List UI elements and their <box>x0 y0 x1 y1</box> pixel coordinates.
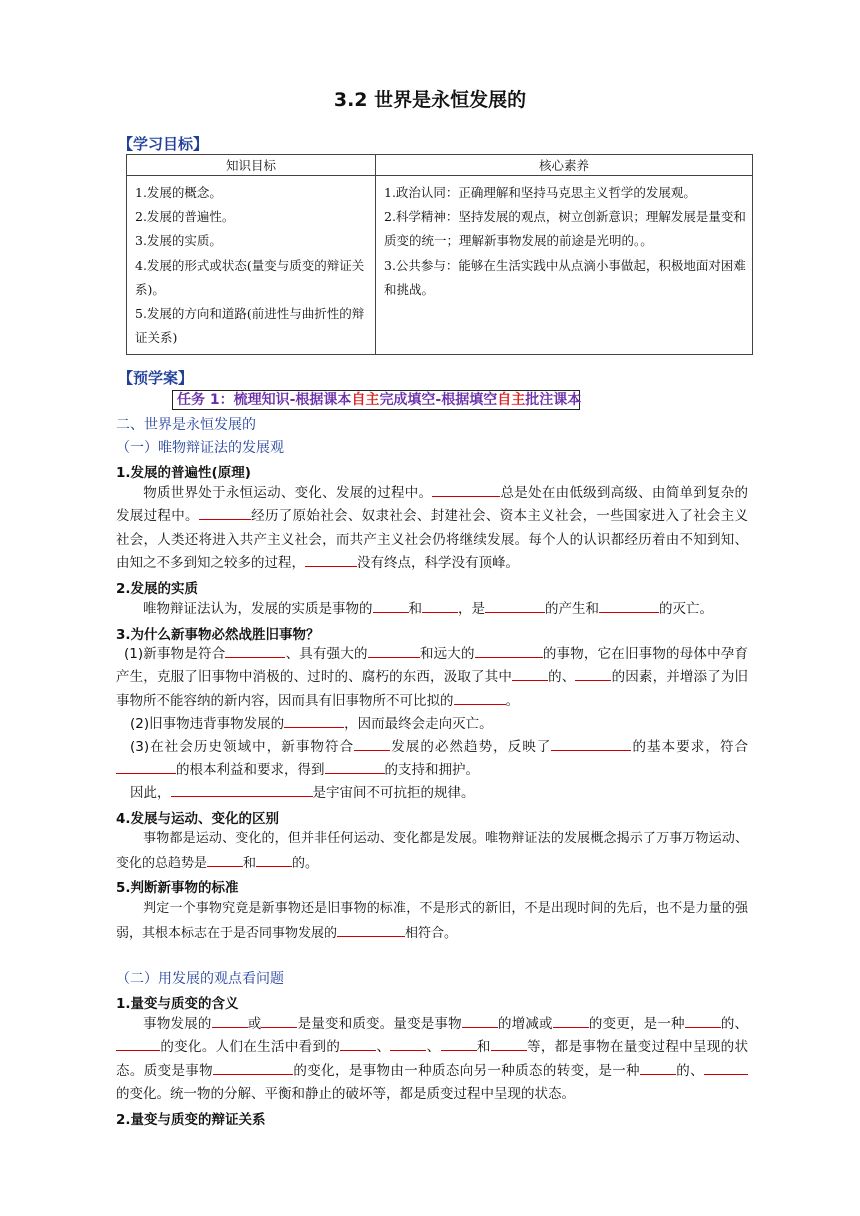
paragraph-text: (2)旧事物违背事物发展的 <box>130 716 285 732</box>
section-heading: 二、世界是永恒发展的 <box>116 417 256 433</box>
paragraph-text: 或 <box>247 1016 262 1032</box>
blank <box>441 1036 477 1051</box>
paragraph-text: 事物发展的 <box>143 1016 212 1032</box>
paragraph <box>116 782 748 805</box>
paragraph-text: 的产生和 <box>545 601 599 617</box>
paragraph-text: 和远大的 <box>419 646 475 662</box>
paragraph-text: 相符合。 <box>405 926 458 941</box>
blank <box>685 1013 721 1028</box>
blank <box>212 1013 248 1028</box>
subsection-heading: （一）唯物辩证法的发展观 <box>116 440 284 456</box>
blank <box>485 598 545 613</box>
paragraph-text: 是量变和质变。量变是事物 <box>297 1016 462 1032</box>
paragraph-text: 和 <box>243 856 257 871</box>
goals-table <box>126 154 753 355</box>
paragraph-text: 的事物，它在旧事物的母体中孕育产生，克服了旧事物中消极的、过时的、腐朽的东西，汲取了其中 <box>116 646 748 686</box>
paragraph-text: 的增减或 <box>497 1016 553 1032</box>
paragraph <box>116 736 748 783</box>
blank <box>640 1060 676 1075</box>
blank <box>171 782 313 797</box>
paragraph-text: 、具有强大的 <box>285 646 368 662</box>
paragraph-text: 经历了原始社会、奴隶社会、封建社会、资本主义社会，一些国家进入了社会主义社会，人类还将进入共产主义社会，而共产主义社会仍将继续发展。每个人的认识都经历着由不知到知、由知之不多到知之较多的过程， <box>116 508 749 572</box>
paragraph-text: 的变更，是一种 <box>588 1016 685 1032</box>
blank <box>390 1036 426 1051</box>
paragraph-text: 的、 <box>720 1016 749 1032</box>
blank <box>305 552 357 567</box>
blank <box>325 759 385 774</box>
paragraph-text: 。 <box>505 692 519 709</box>
paragraph-text: 的根本利益和要求，得到 <box>176 762 325 779</box>
paragraph <box>116 482 748 576</box>
point-heading: 1.量变与质变的含义 <box>116 996 239 1012</box>
paragraph-text: 的因素，并增添了为旧事物所不能容纳的新内容，因而具有旧事物所不可比拟的 <box>116 669 749 709</box>
point-heading: 1.发展的普遍性(原理) <box>116 465 251 481</box>
blank <box>512 666 548 681</box>
paragraph-text: 的。 <box>292 856 319 871</box>
task-text: 完成填空-根据填空 <box>379 392 498 408</box>
blank <box>368 643 420 658</box>
literacy-item: 3.公共参与：能够在生活实践中从点滴小事做起，积极地面对困难和挑战。 <box>384 257 746 297</box>
point-heading: 2.量变与质变的辩证关系 <box>116 1112 266 1128</box>
blank <box>261 1013 297 1028</box>
paragraph-text: 总是处在由低级到高级、由简单到复杂的发展过程中。 <box>116 485 749 525</box>
literacy-item: 1.政治认同：正确理解和坚持马克思主义哲学的发展观。 <box>384 185 696 200</box>
paragraph-text: 唯物辩证法认为，发展的实质是事物的 <box>143 601 373 617</box>
blank <box>454 690 506 705</box>
literacy-goals-cell <box>376 176 753 355</box>
paragraph-text: 事物都是运动、变化的，但并非任何运动、变化都是发展。唯物辩证法的发展概念揭示了万事万物运动、变化的总趋势是 <box>116 831 748 871</box>
paragraph-text: 没有终点，科学没有顶峰。 <box>357 555 519 572</box>
paragraph-text: 、 <box>426 1039 441 1056</box>
task-highlight: 自主 <box>351 392 380 408</box>
blank <box>553 1013 589 1028</box>
literacy-item: 2.科学精神：坚持发展的观点，树立创新意识；理解发展是量变和质变的统一；理解新事物发展的前途是光明的。。 <box>384 209 746 249</box>
paragraph-text: 的支持和拥护。 <box>384 762 479 779</box>
blank <box>599 598 659 613</box>
paragraph <box>116 713 748 736</box>
col-header-knowledge: 知识目标 <box>127 155 376 176</box>
blank <box>373 598 409 613</box>
point-heading: 5.判断新事物的标准 <box>116 880 239 896</box>
paragraph-text: 的基本要求，符合 <box>631 739 749 755</box>
paragraph-text: 是宇宙间不可抗拒的规律。 <box>312 785 475 801</box>
blank <box>354 736 390 751</box>
knowledge-goals-cell <box>127 176 376 355</box>
blank <box>225 643 285 658</box>
paragraph-text: 的变化。统一物的分解、平衡和静止的破坏等，都是质变过程中呈现的状态。 <box>116 1086 575 1103</box>
knowledge-item: 1.发展的概念。 <box>135 185 222 200</box>
blank <box>422 598 458 613</box>
blank <box>207 852 243 867</box>
paragraph-text: 等，都是事物在量变过程中呈现的状态。质变是事物 <box>116 1039 749 1079</box>
paragraph-text: (3)在社会历史领域中，新事物符合 <box>130 739 355 755</box>
prestudy-heading: 【预学案】 <box>118 369 194 387</box>
task-banner <box>172 390 580 410</box>
blank <box>704 1060 748 1075</box>
blank <box>199 505 251 520</box>
blank <box>116 759 176 774</box>
task-text: 任务 1：梳理知识-根据课本 <box>177 392 352 408</box>
point-heading: 2.发展的实质 <box>116 581 199 597</box>
page-title: 3.2 世界是永恒发展的 <box>333 89 527 111</box>
blank <box>284 713 344 728</box>
paragraph-text: 的、 <box>548 669 576 686</box>
paragraph-text: 、 <box>376 1039 391 1056</box>
knowledge-item: 3.发展的实质。 <box>135 233 222 249</box>
blank <box>337 922 405 937</box>
paragraph-text: ，是 <box>458 601 485 617</box>
knowledge-item: 4.发展的形式或状态(量变与质变的辩证关系)。 <box>135 257 365 297</box>
blank <box>491 1036 527 1051</box>
knowledge-item: 5.发展的方向和道路(前进性与曲折性的辩证关系) <box>135 306 365 346</box>
point-heading: 3.为什么新事物必然战胜旧事物？ <box>116 627 320 643</box>
point-heading: 4.发展与运动、变化的区别 <box>116 811 280 827</box>
paragraph-text: 的、 <box>675 1062 705 1079</box>
blank <box>116 1036 160 1051</box>
blank <box>475 643 543 658</box>
blank <box>340 1036 376 1051</box>
blank <box>213 1060 293 1075</box>
col-header-literacy: 核心素养 <box>376 155 753 176</box>
blank <box>256 852 292 867</box>
paragraph-text: 判定一个事物究竟是新事物还是旧事物的标准，不是形式的新旧，不是出现时间的先后，也不是力量的强弱，其根本标志在于是否同事物发展的 <box>116 901 748 941</box>
paragraph-text: 和 <box>476 1039 491 1056</box>
paragraph-text: 的灭亡。 <box>659 601 713 617</box>
goals-heading: 【学习目标】 <box>118 135 209 153</box>
blank <box>462 1013 498 1028</box>
paragraph-text: 和 <box>408 601 422 617</box>
paragraph <box>116 826 748 876</box>
task-highlight: 自主 <box>497 392 526 408</box>
paragraph <box>116 643 748 713</box>
task-text: 批注课本 <box>525 392 582 408</box>
paragraph-text: (1)新事物是符合 <box>124 646 226 662</box>
blank <box>575 666 611 681</box>
paragraph-text: 的变化。人们在生活中看到的 <box>160 1039 341 1056</box>
blank <box>432 482 500 497</box>
paragraph <box>116 1013 748 1107</box>
paragraph-text: ，因而最终会走向灭亡。 <box>344 716 493 732</box>
paragraph-text: 物质世界处于永恒运动、变化、发展的过程中。 <box>143 485 433 501</box>
paragraph-text: 发展的必然趋势，反映了 <box>390 739 552 755</box>
paragraph-text: 的变化，是事物由一种质态向另一种质态的转变，是一种 <box>293 1062 640 1079</box>
paragraph <box>116 896 748 946</box>
paragraph-text: 因此， <box>130 785 171 801</box>
knowledge-item: 2.发展的普遍性。 <box>135 209 235 225</box>
subsection-heading: （二）用发展的观点看问题 <box>116 971 284 987</box>
blank <box>551 736 631 751</box>
paragraph <box>116 598 748 621</box>
